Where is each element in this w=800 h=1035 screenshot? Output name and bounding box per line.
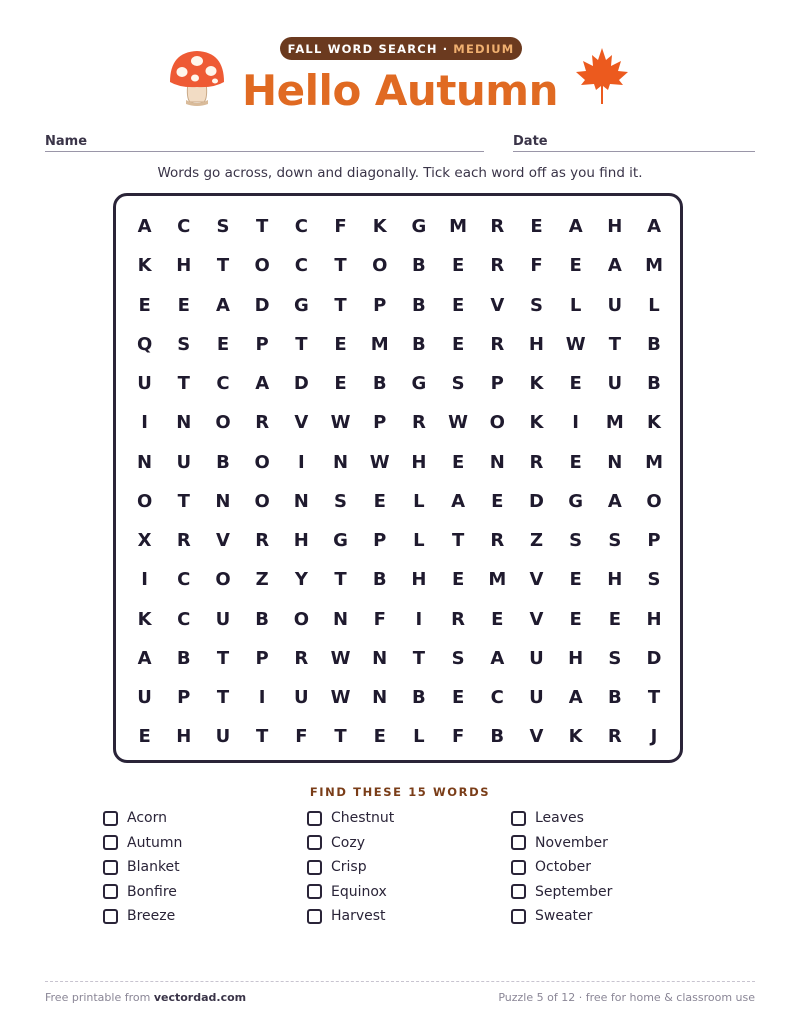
grid-letter[interactable]: K: [372, 216, 387, 238]
grid-letter[interactable]: S: [529, 294, 543, 316]
grid-letter[interactable]: H: [176, 726, 192, 748]
word-list-item: [307, 880, 511, 905]
date-label: Date: [513, 134, 548, 149]
grid-letter[interactable]: B: [412, 333, 426, 355]
grid-letter[interactable]: H: [607, 216, 623, 238]
word-label: October: [535, 859, 592, 876]
grid-letter[interactable]: Q: [136, 333, 153, 355]
grid-letter[interactable]: A: [607, 490, 622, 512]
grid-letter[interactable]: T: [608, 333, 621, 355]
grid-letter[interactable]: E: [451, 294, 465, 316]
letter-grid: [125, 207, 674, 757]
grid-letter[interactable]: C: [216, 373, 230, 395]
grid-letter[interactable]: E: [451, 687, 465, 709]
grid-letter[interactable]: G: [568, 490, 584, 512]
grid-letter[interactable]: H: [646, 608, 662, 630]
grid-letter[interactable]: E: [216, 333, 230, 355]
grid-letter[interactable]: N: [607, 451, 623, 473]
grid-letter[interactable]: T: [334, 569, 347, 591]
grid-letter[interactable]: R: [255, 530, 270, 552]
grid-letter[interactable]: O: [215, 569, 231, 591]
grid-letter[interactable]: H: [568, 647, 584, 669]
grid-letter[interactable]: O: [372, 255, 388, 277]
grid-letter[interactable]: E: [608, 608, 621, 630]
grid-letter[interactable]: I: [141, 412, 148, 434]
grid-letter[interactable]: K: [137, 608, 152, 630]
grid-letter[interactable]: D: [254, 294, 270, 316]
word-label: Bonfire: [127, 883, 177, 900]
grid-letter[interactable]: V: [529, 569, 544, 591]
word-label: Chestnut: [331, 810, 395, 827]
grid-letter[interactable]: N: [293, 490, 309, 512]
grid-letter[interactable]: B: [176, 647, 191, 669]
grid-letter[interactable]: V: [529, 608, 544, 630]
grid-letter[interactable]: B: [647, 333, 661, 355]
grid-letter[interactable]: S: [569, 530, 583, 552]
word-label: Autumn: [127, 834, 183, 851]
checkbox[interactable]: [511, 860, 526, 875]
grid-letter[interactable]: T: [295, 333, 308, 355]
grid-letter[interactable]: R: [529, 451, 544, 473]
grid-letter[interactable]: B: [412, 294, 426, 316]
date-line: [513, 151, 755, 152]
grid-letter[interactable]: S: [216, 216, 230, 238]
grid-letter[interactable]: T: [256, 726, 269, 748]
grid-letter[interactable]: A: [137, 647, 152, 669]
word-list-item: [511, 806, 715, 831]
word-label: November: [535, 834, 608, 851]
grid-letter[interactable]: N: [215, 490, 231, 512]
grid-letter[interactable]: B: [412, 255, 426, 277]
grid-letter[interactable]: U: [529, 687, 544, 709]
grid-letter[interactable]: A: [255, 373, 270, 395]
grid-letter[interactable]: R: [607, 726, 622, 748]
checkbox[interactable]: [307, 909, 322, 924]
grid-letter[interactable]: X: [137, 530, 152, 552]
name-label: Name: [45, 134, 88, 149]
word-label: September: [535, 883, 613, 900]
grid-letter[interactable]: R: [490, 530, 505, 552]
grid-letter[interactable]: O: [254, 490, 270, 512]
grid-letter[interactable]: P: [177, 687, 191, 709]
grid-letter[interactable]: N: [176, 412, 192, 434]
grid-letter[interactable]: U: [176, 451, 192, 473]
grid-letter[interactable]: H: [293, 530, 309, 552]
grid-letter[interactable]: L: [413, 726, 425, 748]
grid-letter[interactable]: P: [255, 333, 269, 355]
word-column: [511, 806, 715, 929]
grid-letter[interactable]: T: [216, 255, 230, 277]
grid-letter[interactable]: W: [448, 412, 469, 434]
word-column: [103, 806, 307, 929]
grid-letter[interactable]: I: [297, 451, 305, 473]
grid-letter[interactable]: E: [569, 569, 582, 591]
grid-letter[interactable]: U: [529, 647, 544, 669]
grid-letter[interactable]: M: [645, 451, 663, 473]
word-label: Equinox: [331, 883, 387, 900]
grid-letter[interactable]: T: [177, 373, 190, 395]
grid-letter[interactable]: E: [569, 373, 582, 395]
word-label: Crisp: [331, 859, 367, 876]
grid-letter[interactable]: G: [411, 216, 427, 238]
grid-letter[interactable]: A: [490, 647, 505, 669]
grid-letter[interactable]: A: [451, 490, 466, 512]
checkbox[interactable]: [103, 835, 118, 850]
grid-letter[interactable]: M: [449, 216, 468, 238]
grid-letter[interactable]: C: [177, 608, 191, 630]
badge-level: MEDIUM: [453, 41, 515, 56]
grid-letter[interactable]: A: [568, 216, 583, 238]
grid-letter[interactable]: N: [332, 451, 349, 473]
word-list-item: [307, 855, 511, 880]
grid-letter[interactable]: P: [373, 530, 387, 552]
grid-letter[interactable]: V: [216, 530, 230, 552]
word-list-item: [103, 880, 307, 905]
checkbox[interactable]: [511, 811, 526, 826]
grid-letter[interactable]: R: [255, 412, 270, 434]
grid-letter[interactable]: M: [488, 569, 507, 591]
grid-letter[interactable]: Y: [294, 569, 308, 591]
grid-letter[interactable]: N: [489, 451, 505, 473]
grid-letter[interactable]: A: [137, 216, 152, 238]
checkbox[interactable]: [307, 835, 322, 850]
grid-letter[interactable]: S: [451, 647, 465, 669]
grid-letter[interactable]: I: [258, 687, 266, 709]
grid-letter[interactable]: R: [411, 412, 426, 434]
grid-letter[interactable]: F: [530, 255, 543, 277]
word-label: Cozy: [331, 834, 365, 851]
grid-letter[interactable]: M: [370, 333, 389, 355]
grid-letter[interactable]: N: [372, 647, 388, 669]
grid-letter[interactable]: O: [646, 490, 662, 512]
checkbox[interactable]: [103, 884, 118, 899]
word-label: Sweater: [535, 908, 593, 925]
grid-letter[interactable]: B: [255, 608, 270, 630]
footer-credit: [45, 991, 246, 1004]
grid-letter[interactable]: S: [334, 490, 348, 512]
grid-letter[interactable]: A: [607, 255, 622, 277]
grid-letter[interactable]: C: [177, 569, 191, 591]
grid-letter[interactable]: E: [373, 490, 386, 512]
checkbox[interactable]: [511, 909, 526, 924]
grid-letter[interactable]: T: [334, 726, 347, 748]
checkbox[interactable]: [103, 860, 118, 875]
grid-letter[interactable]: R: [490, 255, 505, 277]
word-label: Acorn: [127, 810, 167, 827]
grid-letter[interactable]: A: [216, 294, 230, 316]
grid-letter[interactable]: E: [373, 726, 386, 748]
grid-letter[interactable]: T: [647, 687, 661, 709]
grid-letter[interactable]: L: [569, 294, 582, 316]
grid-letter[interactable]: E: [334, 333, 347, 355]
grid-letter[interactable]: V: [490, 294, 505, 316]
grid-letter[interactable]: B: [216, 451, 230, 473]
grid-letter[interactable]: E: [569, 608, 582, 630]
word-list-item: [511, 880, 715, 905]
word-list-item: [307, 831, 511, 856]
grid-letter[interactable]: U: [137, 687, 152, 709]
word-list: [103, 806, 715, 929]
grid-letter[interactable]: E: [138, 726, 151, 748]
footer-divider: [45, 981, 755, 982]
word-list-item: [103, 831, 307, 856]
grid-letter[interactable]: U: [607, 294, 623, 316]
grid-letter[interactable]: W: [330, 687, 351, 709]
grid-letter[interactable]: A: [568, 687, 583, 709]
grid-letter[interactable]: P: [255, 647, 269, 669]
grid-letter[interactable]: E: [451, 255, 465, 277]
grid-letter[interactable]: B: [490, 726, 505, 748]
grid-letter[interactable]: S: [608, 530, 622, 552]
word-list-heading: FIND THESE 15 WORDS: [309, 785, 491, 799]
grid-letter[interactable]: C: [294, 255, 308, 277]
grid-letter[interactable]: U: [215, 726, 231, 748]
grid-letter[interactable]: K: [568, 726, 583, 748]
grid-letter[interactable]: R: [490, 216, 505, 238]
footer-puzzle-info: Puzzle 5 of 12 · free for home & classroom use: [498, 991, 755, 1004]
checkbox[interactable]: [307, 884, 322, 899]
grid-letter[interactable]: E: [569, 255, 582, 277]
grid-letter[interactable]: K: [647, 412, 661, 434]
grid-letter[interactable]: O: [254, 255, 270, 277]
grid-letter[interactable]: E: [177, 294, 190, 316]
grid-letter[interactable]: T: [334, 294, 347, 316]
grid-letter[interactable]: T: [334, 255, 347, 277]
checkbox[interactable]: [511, 835, 526, 850]
grid-letter[interactable]: R: [451, 608, 466, 630]
grid-letter[interactable]: H: [176, 255, 192, 277]
grid-letter[interactable]: W: [330, 647, 351, 669]
grid-letter[interactable]: W: [369, 451, 390, 473]
grid-letter[interactable]: F: [373, 608, 386, 630]
footer-site-link[interactable]: vectordad.com: [153, 991, 247, 1004]
grid-letter[interactable]: T: [451, 530, 465, 552]
word-list-item: [307, 806, 511, 831]
word-list-item: [307, 904, 511, 929]
grid-letter[interactable]: V: [529, 726, 544, 748]
word-list-item: [103, 855, 307, 880]
grid-letter[interactable]: P: [373, 412, 387, 434]
grid-letter[interactable]: I: [415, 608, 423, 630]
word-list-item: [511, 855, 715, 880]
grid-letter[interactable]: O: [254, 451, 270, 473]
checkbox[interactable]: [307, 811, 322, 826]
grid-letter[interactable]: R: [294, 647, 309, 669]
grid-letter[interactable]: L: [413, 530, 425, 552]
grid-letter[interactable]: D: [528, 490, 544, 512]
grid-letter[interactable]: H: [411, 451, 427, 473]
grid-letter[interactable]: G: [411, 373, 427, 395]
maple-leaf-icon: [574, 46, 630, 106]
grid-letter[interactable]: U: [137, 373, 152, 395]
puzzle-badge: [280, 37, 522, 60]
grid-letter[interactable]: K: [529, 412, 544, 434]
grid-letter[interactable]: E: [569, 451, 582, 473]
grid-letter[interactable]: U: [294, 687, 309, 709]
grid-letter[interactable]: N: [137, 451, 153, 473]
grid-letter[interactable]: F: [295, 726, 308, 748]
grid-letter[interactable]: O: [136, 490, 153, 512]
badge-separator: ·: [442, 41, 449, 56]
checkbox[interactable]: [103, 811, 118, 826]
word-column: [307, 806, 511, 929]
grid-letter[interactable]: M: [645, 255, 663, 277]
grid-letter[interactable]: O: [293, 608, 309, 630]
grid-letter[interactable]: S: [177, 333, 191, 355]
grid-letter[interactable]: D: [646, 647, 662, 669]
checkbox[interactable]: [511, 884, 526, 899]
grid-letter[interactable]: T: [256, 216, 269, 238]
word-list-item: [103, 806, 307, 831]
grid-letter[interactable]: B: [412, 687, 426, 709]
footer-credit-prefix: Free printable from: [45, 991, 151, 1004]
grid-letter[interactable]: O: [489, 412, 505, 434]
instructions: Words go across, down and diagonally. Tick each word off as you find it.: [157, 165, 643, 181]
checkbox[interactable]: [307, 860, 322, 875]
grid-letter[interactable]: E: [451, 333, 465, 355]
grid-letter[interactable]: L: [648, 294, 660, 316]
checkbox[interactable]: [103, 909, 118, 924]
grid-letter[interactable]: H: [528, 333, 544, 355]
word-list-item: [103, 904, 307, 929]
grid-letter[interactable]: E: [491, 490, 504, 512]
grid-letter[interactable]: Z: [255, 569, 269, 591]
grid-letter[interactable]: U: [607, 373, 623, 395]
grid-letter[interactable]: E: [530, 216, 543, 238]
grid-letter[interactable]: L: [413, 490, 425, 512]
grid-letter[interactable]: D: [293, 373, 309, 395]
grid-letter[interactable]: K: [137, 255, 152, 277]
grid-letter[interactable]: C: [490, 687, 504, 709]
grid-letter[interactable]: W: [565, 333, 586, 355]
grid-letter[interactable]: J: [650, 726, 658, 748]
word-label: Harvest: [331, 908, 386, 925]
badge-title: FALL WORD SEARCH: [287, 41, 438, 56]
grid-letter[interactable]: G: [333, 530, 348, 552]
grid-letter[interactable]: T: [216, 687, 230, 709]
grid-letter[interactable]: M: [605, 412, 624, 434]
grid-letter[interactable]: F: [334, 216, 347, 238]
grid-letter[interactable]: K: [529, 373, 544, 395]
grid-letter[interactable]: W: [330, 412, 351, 434]
grid-letter[interactable]: R: [490, 333, 505, 355]
grid-letter[interactable]: R: [176, 530, 191, 552]
word-list-item: [511, 831, 715, 856]
grid-letter[interactable]: E: [451, 451, 465, 473]
word-label: Leaves: [535, 810, 584, 827]
grid-letter[interactable]: S: [647, 569, 661, 591]
grid-letter[interactable]: E: [334, 373, 347, 395]
word-label: Blanket: [127, 859, 180, 876]
name-line: [45, 151, 484, 152]
grid-letter[interactable]: I: [141, 569, 148, 591]
grid-letter[interactable]: N: [372, 687, 388, 709]
grid-letter[interactable]: E: [138, 294, 151, 316]
grid-letter[interactable]: T: [177, 490, 190, 512]
grid-letter[interactable]: S: [451, 373, 465, 395]
grid-letter[interactable]: H: [411, 569, 427, 591]
word-list-item: [511, 904, 715, 929]
grid-letter[interactable]: T: [216, 647, 230, 669]
grid-letter[interactable]: P: [490, 373, 504, 395]
grid-letter[interactable]: Z: [529, 530, 543, 552]
grid-letter[interactable]: P: [647, 530, 661, 552]
grid-letter[interactable]: P: [373, 294, 387, 316]
grid-letter[interactable]: A: [647, 216, 661, 238]
grid-letter[interactable]: B: [607, 687, 622, 709]
grid-letter[interactable]: B: [647, 373, 661, 395]
grid-letter[interactable]: G: [293, 294, 309, 316]
grid-letter[interactable]: N: [332, 608, 349, 630]
grid-letter[interactable]: H: [607, 569, 623, 591]
grid-letter[interactable]: U: [215, 608, 231, 630]
grid-letter[interactable]: B: [372, 569, 387, 591]
grid-letter[interactable]: E: [451, 569, 465, 591]
grid-letter[interactable]: C: [294, 216, 308, 238]
grid-letter[interactable]: I: [572, 412, 579, 434]
grid-letter[interactable]: F: [451, 726, 465, 748]
grid-letter[interactable]: O: [215, 412, 231, 434]
page-title: Hello Autumn: [242, 66, 558, 115]
grid-letter[interactable]: S: [608, 647, 622, 669]
word-label: Breeze: [127, 908, 176, 925]
grid-letter[interactable]: T: [412, 647, 426, 669]
grid-letter[interactable]: E: [491, 608, 504, 630]
grid-letter[interactable]: C: [177, 216, 191, 238]
grid-letter[interactable]: B: [372, 373, 387, 395]
grid-letter[interactable]: V: [294, 412, 309, 434]
